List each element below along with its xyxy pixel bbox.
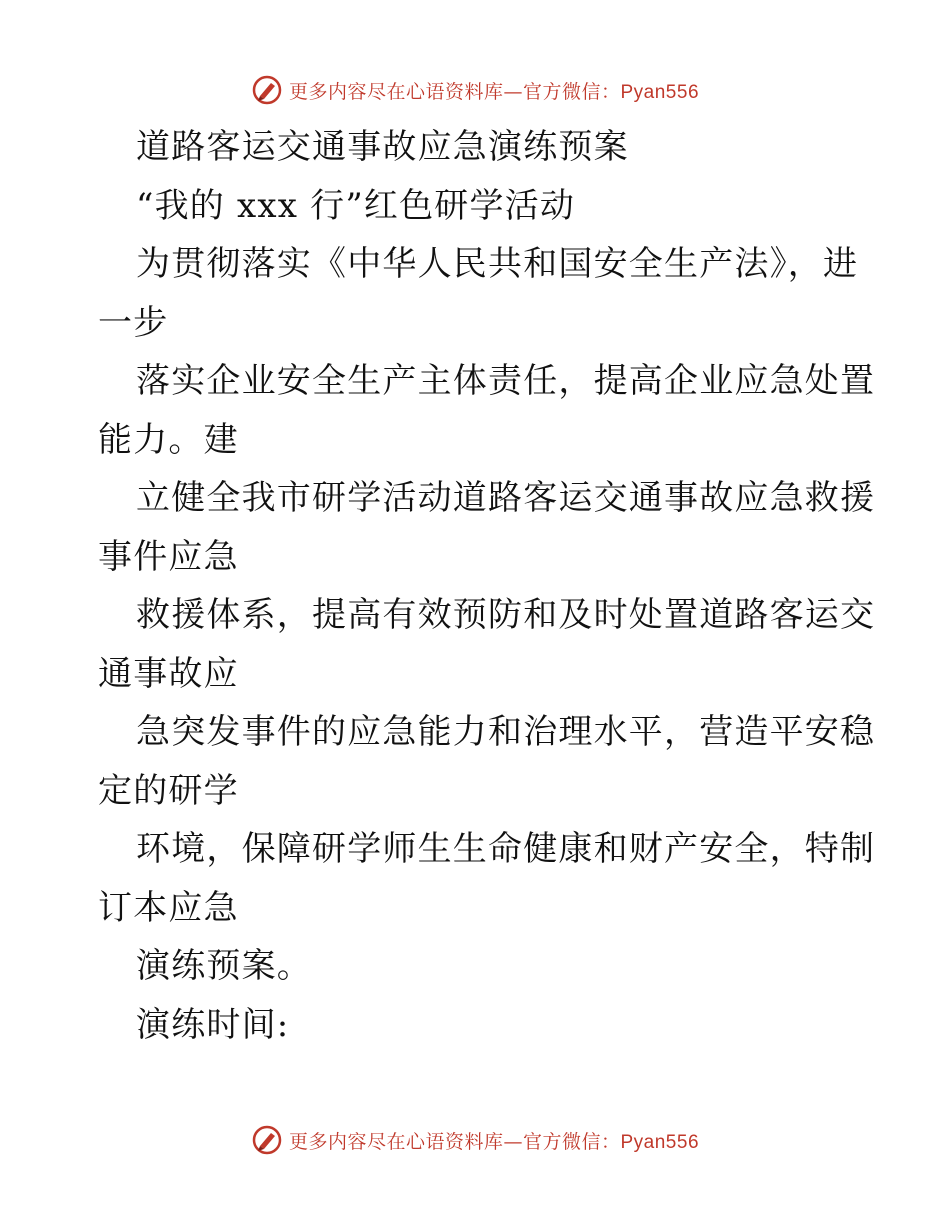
paragraph-line: 落实企业安全生产主体责任，提高企业应急处置 (136, 361, 876, 401)
footer-banner-main: 更多内容尽在心语资料库 (288, 1130, 504, 1153)
footer-banner (0, 1120, 950, 1160)
footer-banner-separator: — (503, 1130, 523, 1153)
header-banner-separator: — (503, 80, 523, 103)
paragraph-line: 定的研学 (98, 770, 239, 811)
pen-circle-logo-icon (251, 1124, 283, 1156)
header-banner (0, 70, 950, 110)
paragraph-line: 救援体系，提高有效预防和及时处置道路客运交 (136, 595, 876, 635)
header-banner-main: 更多内容尽在心语资料库 (288, 80, 504, 103)
footer-banner-wechat-label: 官方微信： (522, 1130, 621, 1153)
paragraph-line: 为贯彻落实《中华人民共和国安全生产法》，进 (136, 244, 859, 284)
paragraph-line: 订本应急 (98, 887, 239, 928)
header-banner-wechat-label: 官方微信： (522, 80, 621, 103)
paragraph-line: 通事故应 (98, 653, 239, 694)
document-title: 道路客运交通事故应急演练预案 (136, 127, 629, 167)
document-subtitle: “我的 xxx 行”红色研学活动 (136, 185, 576, 226)
paragraph-line: 能力。建 (98, 419, 239, 460)
drill-time-label: 演练时间: (136, 1004, 290, 1045)
paragraph-line: 一步 (98, 302, 169, 343)
paragraph-line: 演练预案。 (136, 946, 312, 986)
header-banner-inner (251, 74, 699, 106)
footer-banner-inner (251, 1124, 699, 1156)
paragraph-line: 环境，保障研学师生生命健康和财产安全，特制 (136, 829, 876, 869)
pen-circle-logo-icon (251, 74, 283, 106)
paragraph-line: 立健全我市研学活动道路客运交通事故应急救援 (136, 478, 876, 518)
document-body (98, 118, 876, 1054)
paragraph-line: 急突发事件的应急能力和治理水平，营造平安稳 (136, 712, 876, 752)
footer-banner-text (289, 1127, 699, 1154)
footer-banner-handle: Pyan556 (620, 1131, 700, 1153)
header-banner-handle: Pyan556 (620, 81, 700, 103)
paragraph-line: 事件应急 (98, 536, 239, 577)
header-banner-text (289, 77, 699, 104)
